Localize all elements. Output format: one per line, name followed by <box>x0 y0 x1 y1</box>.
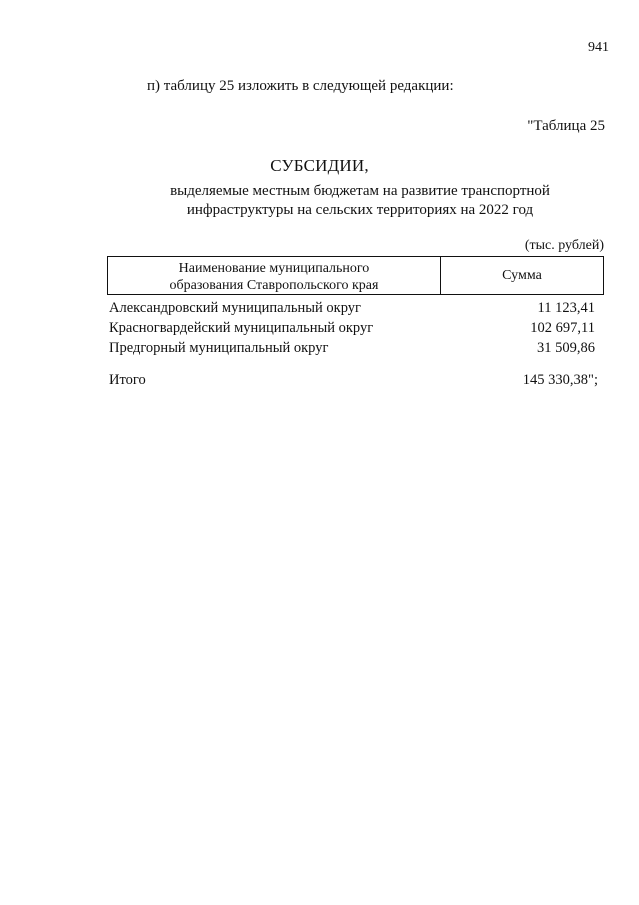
table-caption: "Таблица 25 <box>527 118 605 134</box>
table-header <box>107 256 604 295</box>
row-sum: 102 697,11 <box>530 320 595 336</box>
subtitle-line-2: инфраструктуры на сельских территориях на 2022 год <box>186 202 534 218</box>
table-row <box>109 298 595 318</box>
row-sum: 31 509,86 <box>537 340 595 356</box>
row-name: Александровский муниципальный округ <box>109 300 361 316</box>
units-label: (тыс. рублей) <box>524 238 604 253</box>
table-row <box>109 338 595 358</box>
header-sum-label: Сумма <box>502 267 542 283</box>
table-row <box>109 318 595 338</box>
total-label: Итого <box>109 372 146 388</box>
row-name: Предгорный муниципальный округ <box>109 340 329 356</box>
row-name: Красногвардейский муниципальный округ <box>109 320 374 336</box>
document-title: СУБСИДИИ, <box>270 156 369 175</box>
document-subtitle <box>150 182 570 220</box>
header-name-line-2: образования Ставропольского края <box>169 278 379 293</box>
page-number: 941 <box>588 40 609 55</box>
row-sum: 11 123,41 <box>537 300 595 316</box>
header-name-line-1: Наименование муниципального <box>178 261 370 276</box>
intro-text: п) таблицу 25 изложить в следующей редакции: <box>147 78 454 94</box>
table-body <box>109 298 595 358</box>
subtitle-line-1: выделяемые местным бюджетам на развитие транспортной <box>170 183 550 199</box>
header-name-cell <box>108 257 441 294</box>
header-sum-cell <box>441 257 603 294</box>
total-row <box>109 372 598 389</box>
total-sum: 145 330,38"; <box>522 372 598 388</box>
